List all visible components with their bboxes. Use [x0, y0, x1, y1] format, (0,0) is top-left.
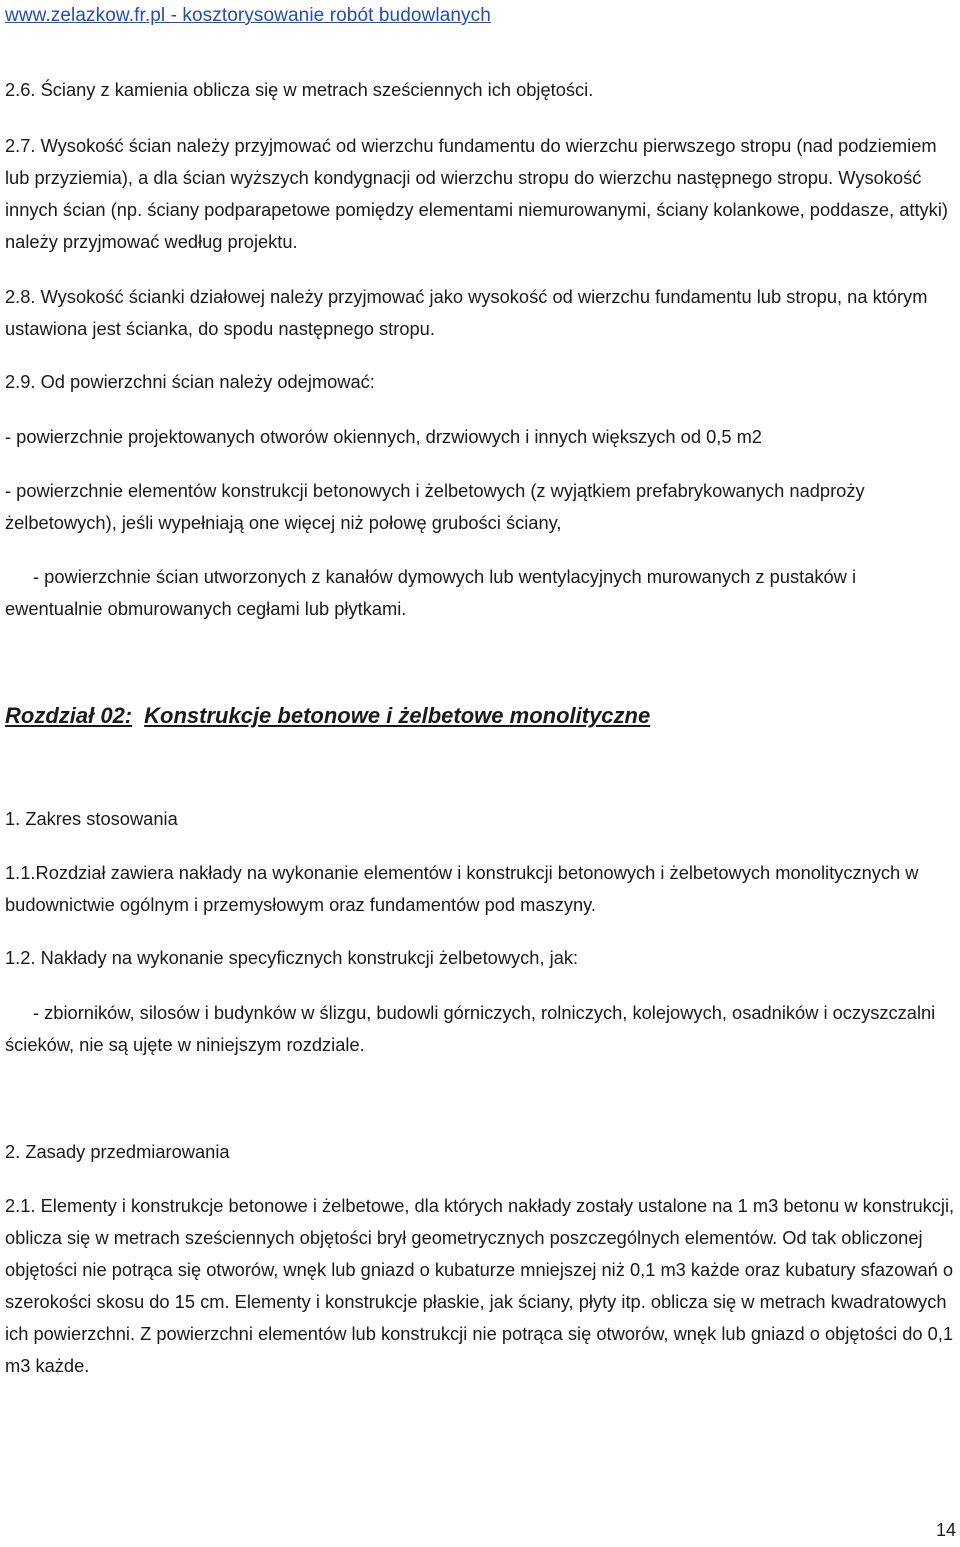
list-item-special-structures: - zbiorników, silosów i budynków w ślizgu, budowli górniczych, rolniczych, kolejowych, osadników i oczyszczalni ścieków, nie są ujęte w niniejszym rozdziale. — [5, 1002, 936, 1055]
paragraph-1-1: 1.1.Rozdział zawiera nakłady na wykonanie elementów i konstrukcji betonowych i żelbetowych monolitycznych w budownictwie ogólnym i przemysłowym oraz fundamentów pod maszyny. — [5, 862, 919, 915]
page-number: 14 — [935, 1520, 956, 1540]
paragraph-2-8: 2.8. Wysokość ścianki działowej należy przyjmować jako wysokość od wierzchu fundamentu lub stropu, na którym ustawiona jest ścianka, do spodu następnego stropu. — [5, 286, 928, 339]
list-item-concrete-elements: - powierzchnie elementów konstrukcji betonowych i żelbetowych (z wyjątkiem prefabrykowanych nadproży żelbetowych), jeśli wypełniają one więcej niż połowę grubości ściany, — [5, 480, 865, 533]
paragraph-1-2: 1.2. Nakłady na wykonanie specyficznych konstrukcji żelbetowych, jak: — [5, 947, 579, 968]
chapter-title: Konstrukcje betonowe i żelbetowe monolityczne — [144, 703, 651, 728]
header-website-link[interactable]: www.zelazkow.fr.pl - kosztorysowanie robót budowlanych — [5, 5, 491, 26]
paragraph-2-9: 2.9. Od powierzchni ścian należy odejmować: — [5, 371, 375, 392]
list-item-chimney-walls: - powierzchnie ścian utworzonych z kanałów dymowych lub wentylacyjnych murowanych z pustaków i ewentualnie obmurowanych cegłami lub płytkami. — [5, 566, 857, 619]
section-heading-rules: 2. Zasady przedmiarowania — [5, 1141, 230, 1162]
paragraph-2-1: 2.1. Elementy i konstrukcje betonowe i żelbetowe, dla których nakłady zostały ustalone na 1 m3 betonu w konstrukcji, oblicza się w metrach sześciennych objętości brył geometrycznych poszczególnych elementów. Od tak obliczonej objętości nie potrąca się otworów, wnęk lub gniazd o kubaturze mniejszej niż 0,1 m3 każde oraz kubatury sfazowań o szerokości skosu do 15 cm. Elementy i konstrukcje płaskie, jak ściany, płyty itp. oblicza się w metrach kwadratowych ich powierzchni. Z powierzchni elementów lub konstrukcji nie potrąca się otworów, wnęk lub gniazd o objętości do 0,1 m3 każde. — [5, 1195, 955, 1376]
paragraph-2-7: 2.7. Wysokość ścian należy przyjmować od wierzchu fundamentu do wierzchu pierwszego stropu (nad podziemiem lub przyziemia), a dla ścian wyższych kondygnacji od wierzchu stropu do wierzchu następnego stropu. Wysokość innych ścian (np. ściany podparapetowe pomiędzy elementami niemurowanymi, ściany kolankowe, poddasze, attyki) należy przyjmować według projektu. — [5, 135, 948, 252]
section-heading-scope: 1. Zakres stosowania — [5, 808, 178, 829]
paragraph-2-6: 2.6. Ściany z kamienia oblicza się w metrach sześciennych ich objętości. — [5, 79, 594, 100]
list-item-openings: - powierzchnie projektowanych otworów okiennych, drzwiowych i innych większych od 0,5 m2 — [5, 426, 762, 447]
chapter-heading — [5, 703, 650, 729]
chapter-label: Rozdział 02: — [5, 703, 133, 728]
